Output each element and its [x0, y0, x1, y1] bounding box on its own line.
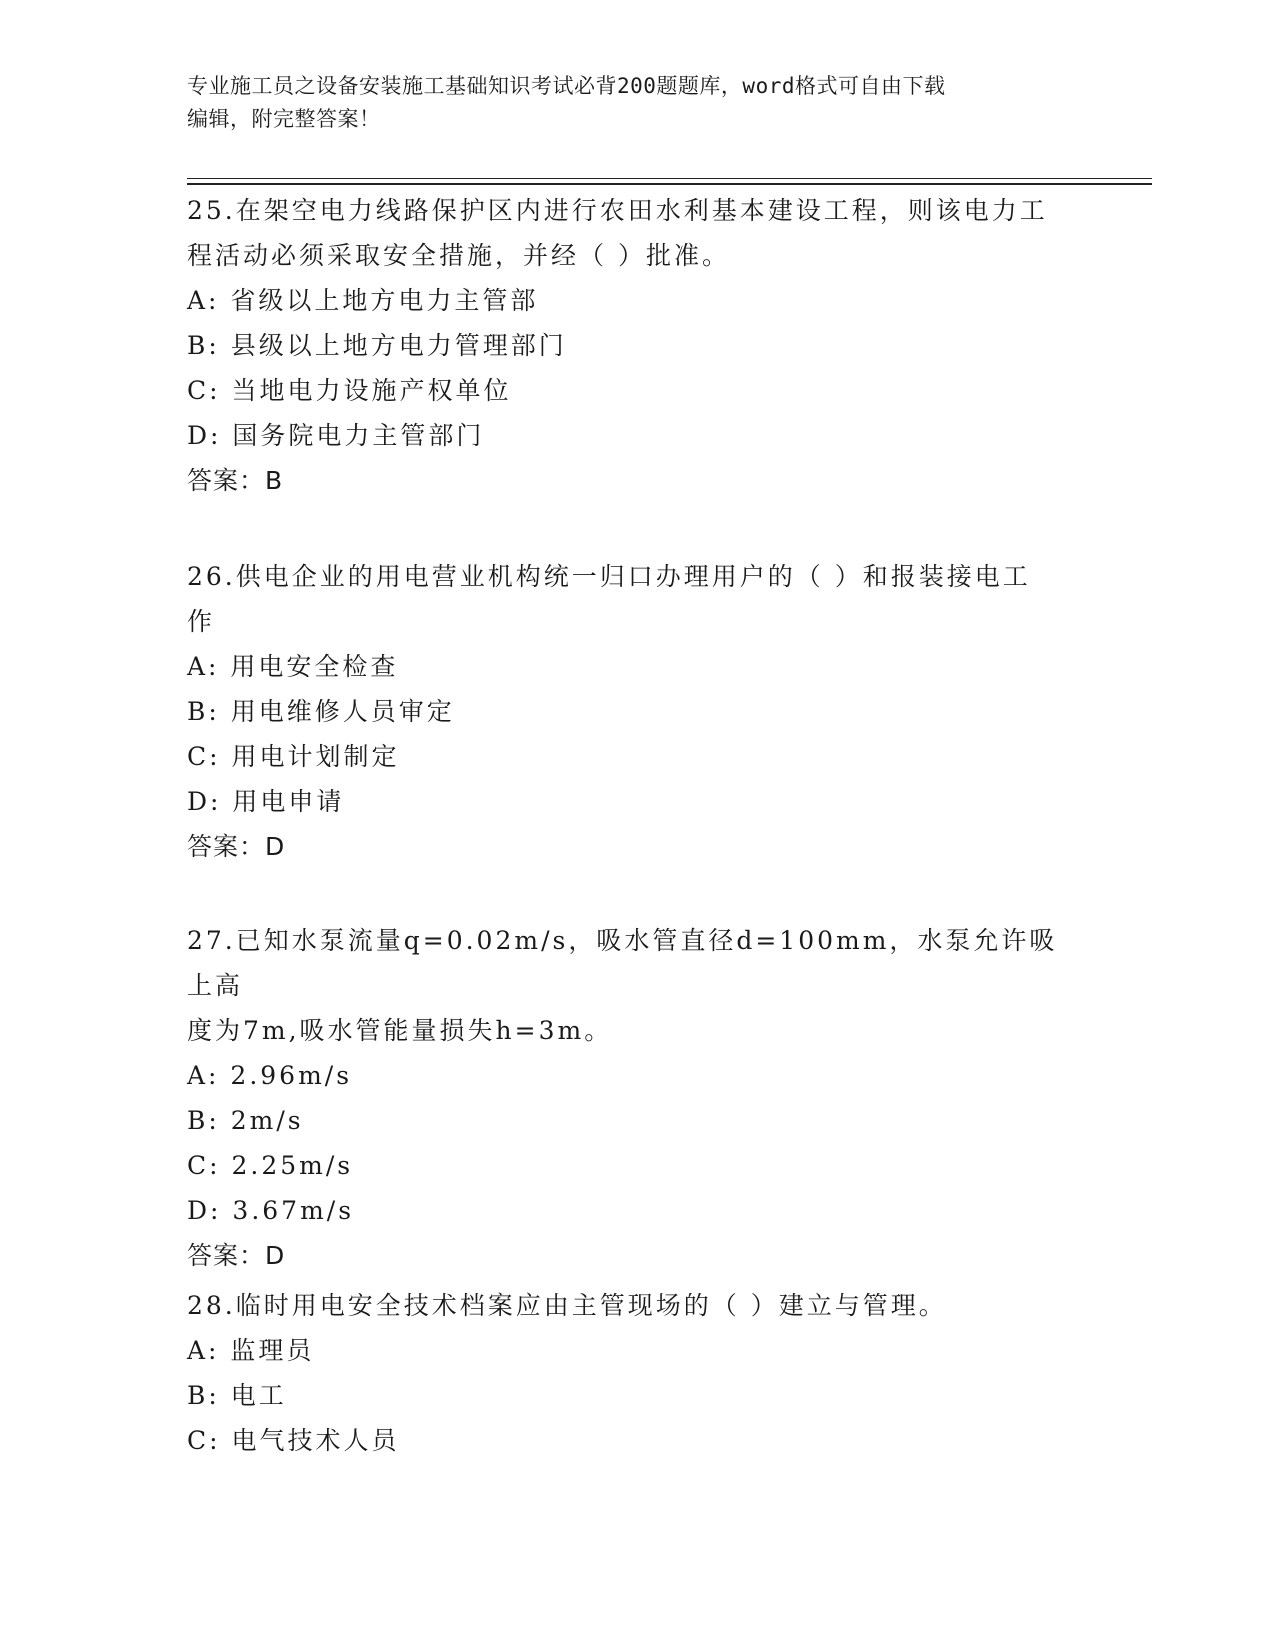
- option-c: C: 用电计划制定: [187, 742, 400, 771]
- question-stem-line: 28.临时用电安全技术档案应由主管现场的（ ）建立与管理。: [187, 1291, 947, 1320]
- question-stem-line: 度为7m,吸水管能量损失h=3m。: [187, 1016, 613, 1045]
- question-stem-line: 程活动必须采取安全措施，并经（ ）批准。: [187, 241, 730, 270]
- option-c: C: 电气技术人员: [187, 1426, 400, 1455]
- answer-label: 答案：D: [187, 1241, 286, 1270]
- option-a: A: 省级以上地方电力主管部: [187, 286, 539, 315]
- question-stem-line: 26.供电企业的用电营业机构统一归口办理用户的（ ）和报装接电工: [187, 562, 1031, 591]
- header-divider-thin: [187, 178, 1152, 179]
- option-a: A: 用电安全检查: [187, 652, 399, 681]
- question-28: [187, 1283, 1077, 1463]
- option-a: A: 2.96m/s: [187, 1061, 353, 1090]
- option-c: C: 2.25m/s: [187, 1151, 354, 1180]
- answer-label: 答案：D: [187, 832, 286, 861]
- option-d: D: 国务院电力主管部门: [187, 421, 485, 450]
- option-b: B: 用电维修人员审定: [187, 697, 455, 726]
- question-27: [187, 918, 1077, 1278]
- option-b: B: 电工: [187, 1381, 287, 1410]
- option-d: D: 用电申请: [187, 787, 345, 816]
- question-25: [187, 188, 1077, 503]
- question-stem-line: 作: [187, 607, 216, 636]
- question-26: [187, 554, 1077, 869]
- option-b: B: 2m/s: [187, 1106, 304, 1135]
- header-divider-thick: [187, 183, 1152, 185]
- document-header: [187, 70, 1087, 136]
- option-b: B: 县级以上地方电力管理部门: [187, 331, 567, 360]
- question-stem-line: 27.已知水泵流量q=0.02m/s，吸水管直径d=100mm，水泵允许吸上高: [187, 926, 1058, 1000]
- header-title-line-1: 专业施工员之设备安装施工基础知识考试必背200题题库，word格式可自由下载: [187, 74, 946, 98]
- option-a: A: 监理员: [187, 1336, 315, 1365]
- question-stem-line: 25.在架空电力线路保护区内进行农田水利基本建设工程，则该电力工: [187, 196, 1048, 225]
- answer-label: 答案：B: [187, 466, 284, 495]
- option-c: C: 当地电力设施产权单位: [187, 376, 512, 405]
- option-d: D: 3.67m/s: [187, 1196, 355, 1225]
- header-title-line-2: 编辑，附完整答案！: [187, 107, 381, 131]
